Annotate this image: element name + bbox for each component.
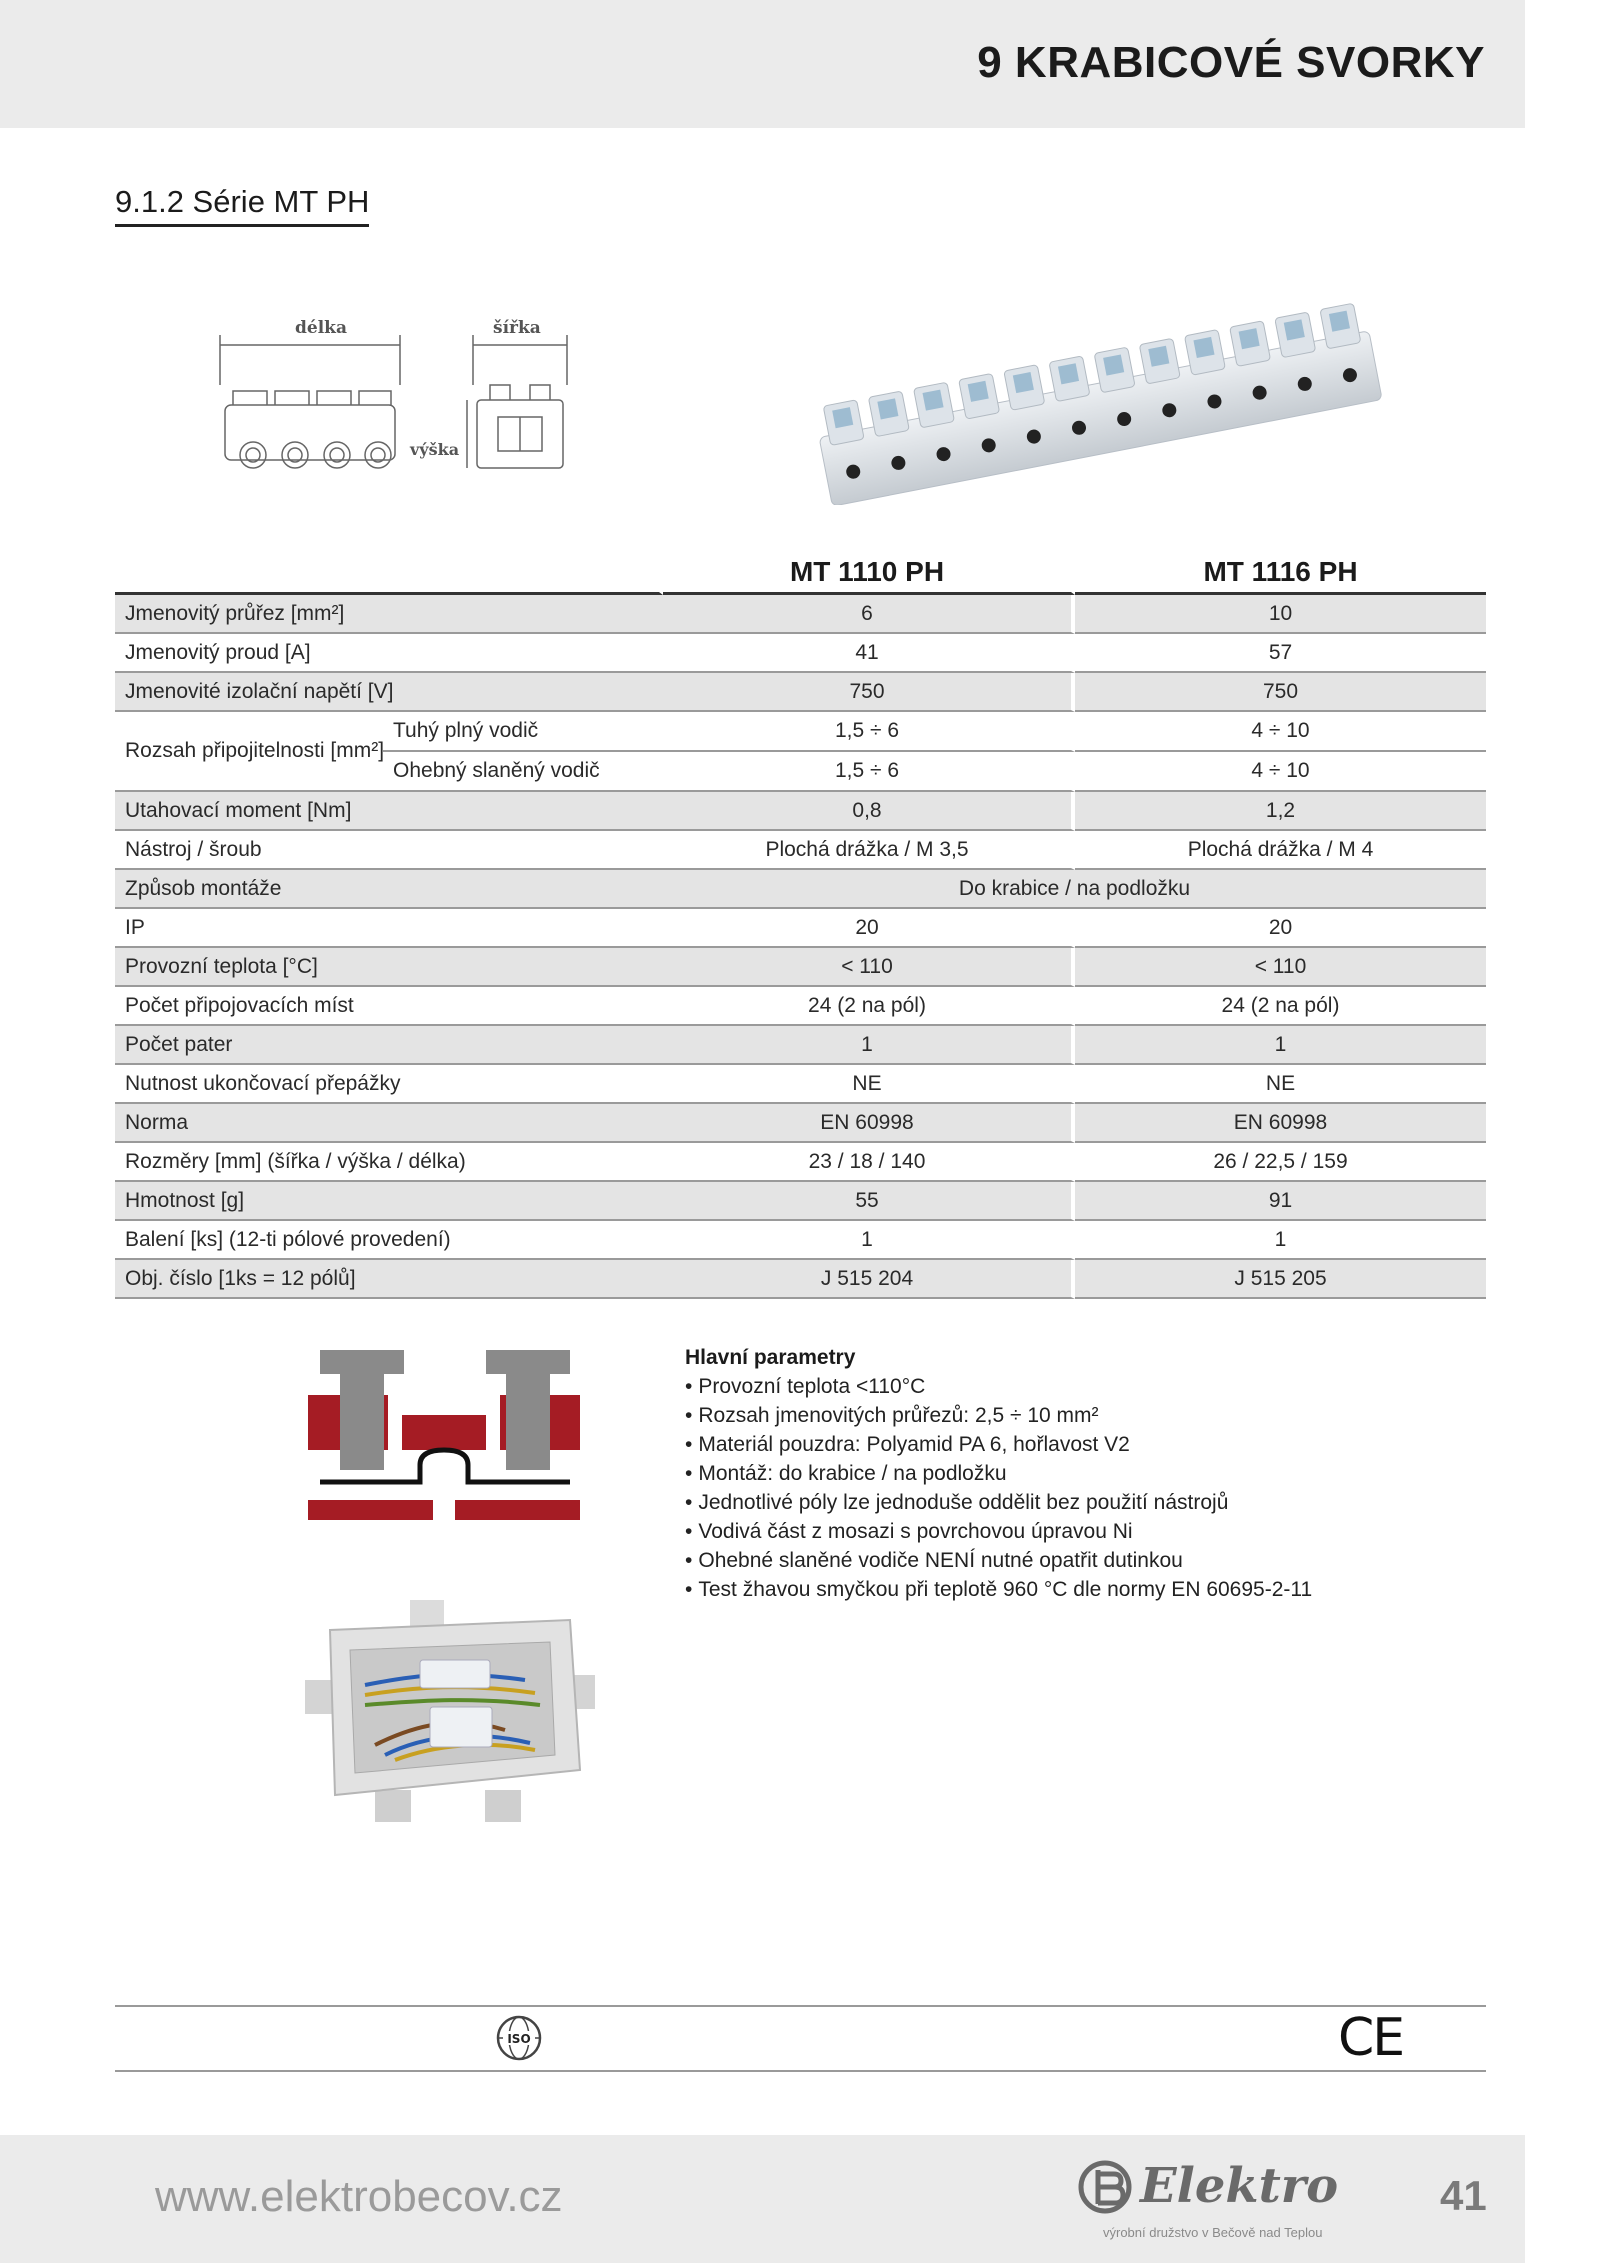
value-mt1110: 20	[663, 909, 1075, 948]
page-number: 41	[1440, 2172, 1487, 2219]
row-label: Provozní teplota [°C]	[115, 948, 663, 987]
value-mt1116: NE	[1075, 1065, 1486, 1104]
table-row	[115, 1182, 1486, 1221]
row-label: Balení [ks] (12-ti pólové provedení)	[115, 1221, 663, 1260]
value-merged: Do krabice / na podložku	[663, 870, 1486, 909]
row-label: Rozměry [mm] (šířka / výška / délka)	[115, 1143, 663, 1182]
table-row	[115, 712, 1486, 752]
table-row	[115, 1260, 1486, 1299]
value-mt1110: < 110	[663, 948, 1075, 987]
row-label: Norma	[115, 1104, 663, 1143]
table-row	[115, 987, 1486, 1026]
row-label: IP	[115, 909, 663, 948]
height-label: výška	[410, 440, 460, 459]
value-mt1116: 26 / 22,5 / 159	[1075, 1143, 1486, 1182]
value-mt1116: 1	[1075, 1026, 1486, 1065]
column-header-mt1116: MT 1116 PH	[1075, 546, 1486, 595]
table-row	[115, 792, 1486, 831]
value-mt1110: 24 (2 na pól)	[663, 987, 1075, 1026]
table-row	[115, 870, 1486, 909]
row-label: Obj. číslo [1ks = 12 pólů]	[115, 1260, 663, 1299]
value-mt1116: 4 ÷ 10	[1075, 752, 1486, 792]
parameters-title: Hlavní parametry	[685, 1346, 856, 1369]
list-item: • Provozní teplota <110°C	[685, 1372, 1505, 1401]
table-header-row	[115, 546, 1486, 595]
table-row	[115, 1104, 1486, 1143]
row-label: Hmotnost [g]	[115, 1182, 663, 1221]
row-sublabel: Tuhý plný vodič	[383, 712, 663, 752]
width-label: šířka	[493, 318, 541, 338]
table-row	[115, 909, 1486, 948]
list-item: • Rozsah jmenovitých průřezů: 2,5 ÷ 10 mm²	[685, 1401, 1505, 1430]
value-mt1116: 4 ÷ 10	[1075, 712, 1486, 752]
list-item: • Materiál pouzdra: Polyamid PA 6, hořlavost V2	[685, 1430, 1505, 1459]
table-row	[115, 634, 1486, 673]
value-mt1116: 20	[1075, 909, 1486, 948]
value-mt1116: 10	[1075, 595, 1486, 634]
value-mt1110: NE	[663, 1065, 1075, 1104]
row-label-group	[115, 712, 663, 792]
table-row	[115, 948, 1486, 987]
value-mt1110: 0,8	[663, 792, 1075, 831]
value-mt1110: 750	[663, 673, 1075, 712]
divider	[115, 2005, 1486, 2007]
list-item: • Montáž: do krabice / na podložku	[685, 1459, 1505, 1488]
row-label: Nástroj / šroub	[115, 831, 663, 870]
row-label: Počet připojovacích míst	[115, 987, 663, 1026]
table-row	[115, 673, 1486, 712]
cross-section-diagram	[308, 1350, 580, 1520]
row-label: Počet pater	[115, 1026, 663, 1065]
value-mt1110: 41	[663, 634, 1075, 673]
table-row	[115, 1143, 1486, 1182]
main-parameters	[685, 1346, 1505, 1604]
row-label: Utahovací moment [Nm]	[115, 792, 663, 831]
ce-mark: CE	[1338, 2008, 1404, 2068]
value-mt1110: 55	[663, 1182, 1075, 1221]
table-row	[115, 595, 1486, 634]
iso-label: ISO	[507, 2032, 531, 2046]
list-item: • Vodivá část z mosazi s povrchovou úpravou Ni	[685, 1517, 1505, 1546]
list-item: • Ohebné slaněné vodiče NENÍ nutné opatřit dutinkou	[685, 1546, 1505, 1575]
logo-subtitle: výrobní družstvo v Bečově nad Teplou	[1103, 2225, 1323, 2240]
list-item: • Test žhavou smyčkou při teplotě 960 °C dle normy EN 60695-2-11	[685, 1575, 1505, 1604]
list-item: • Jednotlivé póly lze jednoduše oddělit bez použití nástrojů	[685, 1488, 1505, 1517]
row-label: Nutnost ukončovací přepážky	[115, 1065, 663, 1104]
dimension-drawing	[215, 305, 575, 505]
table-row	[115, 831, 1486, 870]
value-mt1116: < 110	[1075, 948, 1486, 987]
elektro-emblem-icon	[1078, 2160, 1133, 2215]
value-mt1110: 1	[663, 1026, 1075, 1065]
value-mt1110: 1,5 ÷ 6	[663, 752, 1075, 792]
row-label: Jmenovité izolační napětí [V]	[115, 673, 663, 712]
value-mt1110: Plochá drážka / M 3,5	[663, 831, 1075, 870]
value-mt1116: 57	[1075, 634, 1486, 673]
divider	[115, 2070, 1486, 2072]
table-row	[115, 1065, 1486, 1104]
value-mt1116: J 515 205	[1075, 1260, 1486, 1299]
length-label: délka	[295, 318, 347, 338]
parameters-list	[685, 1372, 1505, 1604]
value-mt1110: 1	[663, 1221, 1075, 1260]
spec-table	[115, 546, 1486, 1299]
value-mt1116: 1,2	[1075, 792, 1486, 831]
row-sublabel: Ohebný slaněný vodič	[393, 759, 600, 782]
value-mt1116: Plochá drážka / M 4	[1075, 831, 1486, 870]
value-mt1116: 1	[1075, 1221, 1486, 1260]
website-link[interactable]: www.elektrobecov.cz	[155, 2172, 563, 2221]
value-mt1116: 91	[1075, 1182, 1486, 1221]
row-label: Jmenovitý proud [A]	[115, 634, 663, 673]
value-mt1116: 750	[1075, 673, 1486, 712]
value-mt1116: 24 (2 na pól)	[1075, 987, 1486, 1026]
value-mt1110: J 515 204	[663, 1260, 1075, 1299]
row-label: Způsob montáže	[115, 870, 663, 909]
junction-box-photo	[305, 1595, 595, 1825]
header-blank	[115, 546, 663, 595]
value-mt1110: 6	[663, 595, 1075, 634]
value-mt1110: 23 / 18 / 140	[663, 1143, 1075, 1182]
row-label: Rozsah připojitelnosti [mm²]	[115, 712, 383, 790]
elektro-logo-text: Elektro	[1140, 2158, 1339, 2214]
value-mt1110: EN 60998	[663, 1104, 1075, 1143]
table-row	[115, 1221, 1486, 1260]
value-mt1116: EN 60998	[1075, 1104, 1486, 1143]
column-header-mt1110: MT 1110 PH	[663, 546, 1075, 595]
table-row	[115, 1026, 1486, 1065]
chapter-title: 9 KRABICOVÉ SVORKY	[977, 38, 1485, 87]
iso-icon	[495, 2014, 543, 2062]
value-mt1110: 1,5 ÷ 6	[663, 712, 1075, 752]
section-title: 9.1.2 Série MT PH	[115, 184, 369, 227]
row-label: Jmenovitý průřez [mm²]	[115, 595, 663, 634]
product-photo	[795, 275, 1385, 505]
